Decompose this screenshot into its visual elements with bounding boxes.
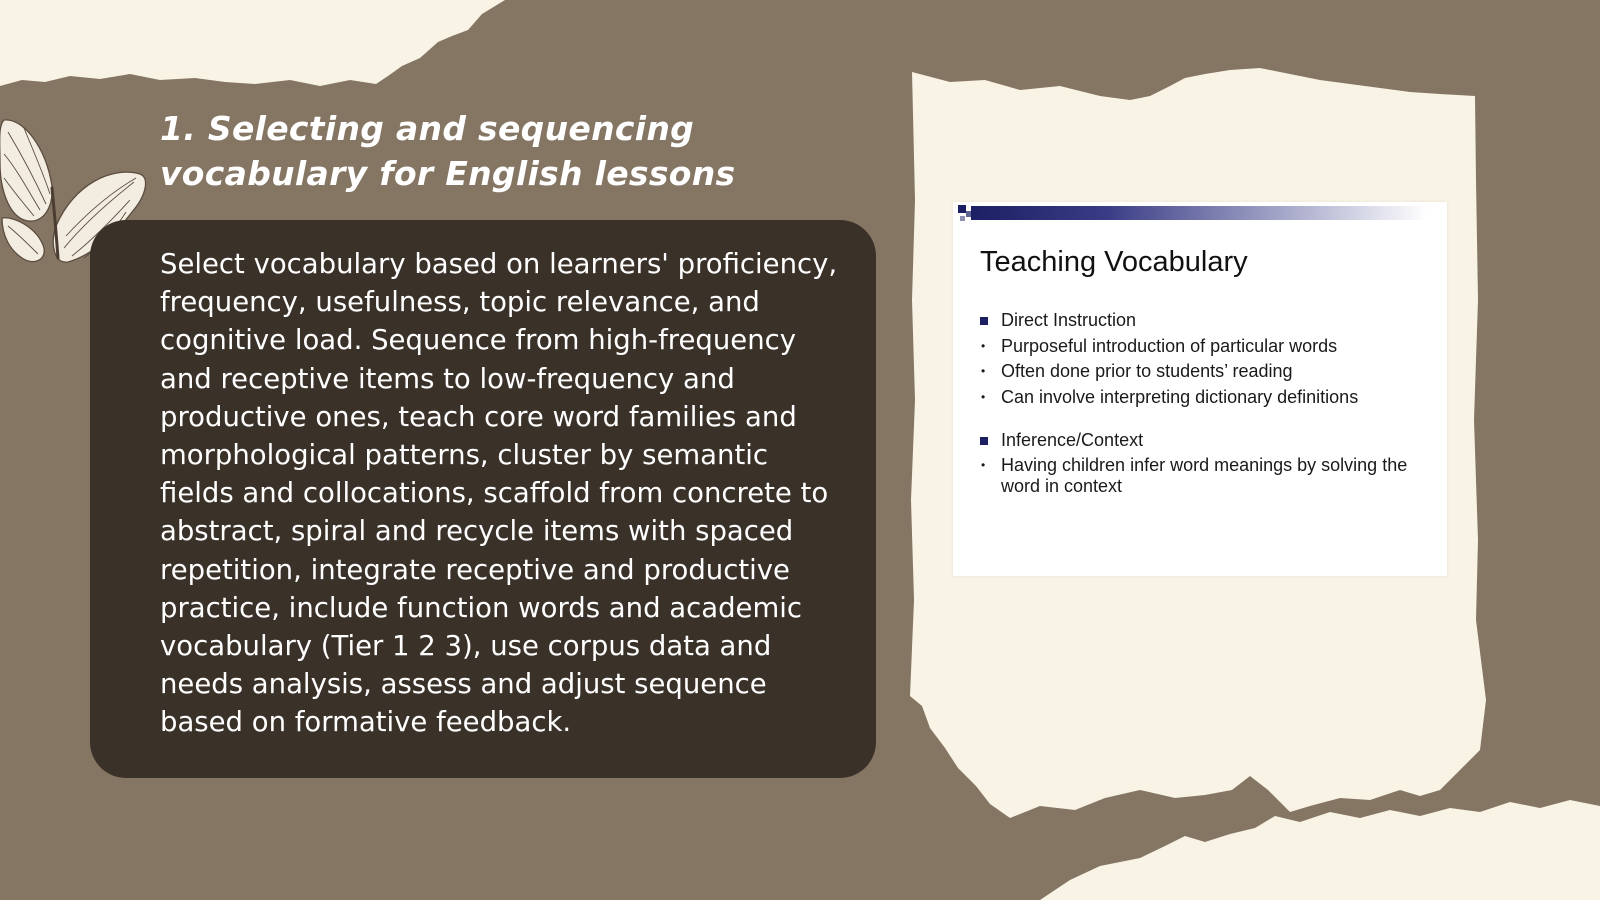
slide-list-item: [980, 455, 1420, 497]
embedded-slide-title: Teaching Vocabulary: [980, 246, 1248, 278]
slide-item-text: Purposeful introduction of particular words: [1001, 335, 1338, 356]
embedded-slide-list: [980, 310, 1420, 502]
slide-section-item: [980, 430, 1420, 451]
slide-list-item: [980, 361, 1420, 382]
dot-bullet-icon: •: [981, 364, 986, 378]
torn-paper-bottom-right: [1040, 800, 1600, 900]
slide-item-text: Inference/Context: [1001, 429, 1144, 450]
square-bullet-icon: [980, 437, 988, 445]
corner-square-icon: [958, 205, 966, 213]
slide-list-item: [980, 387, 1420, 408]
slide-list-item: [980, 336, 1420, 357]
body-paragraph: Select vocabulary based on learners' proficiency, frequency, usefulness, topic relevance, and cognitive load. Sequence from high-frequency and receptive items to low-frequency and productive ones, teach core word families and morphological patterns, cluster by semantic fields and collocations, scaffold from concrete to abstract, spiral and recycle items with spaced repetition, integrate receptive and productive practice, include function words and academic vocabulary (Tier 1 2 3), use corpus data and needs analysis, assess and adjust sequence based on formative feedback.: [160, 248, 838, 739]
dot-bullet-icon: •: [981, 389, 986, 404]
embedded-slide-image: [953, 202, 1447, 576]
dot-bullet-icon: •: [981, 458, 986, 472]
square-bullet-icon: [980, 317, 988, 325]
torn-paper-top-left: [0, 0, 505, 86]
slide-item-text: Often done prior to students’ reading: [1001, 361, 1293, 381]
slide-heading-line1: 1. Selecting and sequencing: [160, 109, 695, 148]
slide-section-item: [980, 310, 1420, 331]
slide-item-text: Having children infer word meanings by solving the word in context: [1001, 455, 1408, 496]
slide-item-text: Direct Instruction: [1001, 310, 1137, 330]
corner-square-icon: [960, 216, 965, 221]
dot-bullet-icon: •: [981, 338, 986, 353]
slide-heading-line2: vocabulary for English lessons: [160, 154, 736, 193]
gradient-bar: [971, 206, 1427, 220]
slide-heading: [160, 106, 840, 196]
slide-item-text: Can involve interpreting dictionary definitions: [1001, 386, 1359, 407]
